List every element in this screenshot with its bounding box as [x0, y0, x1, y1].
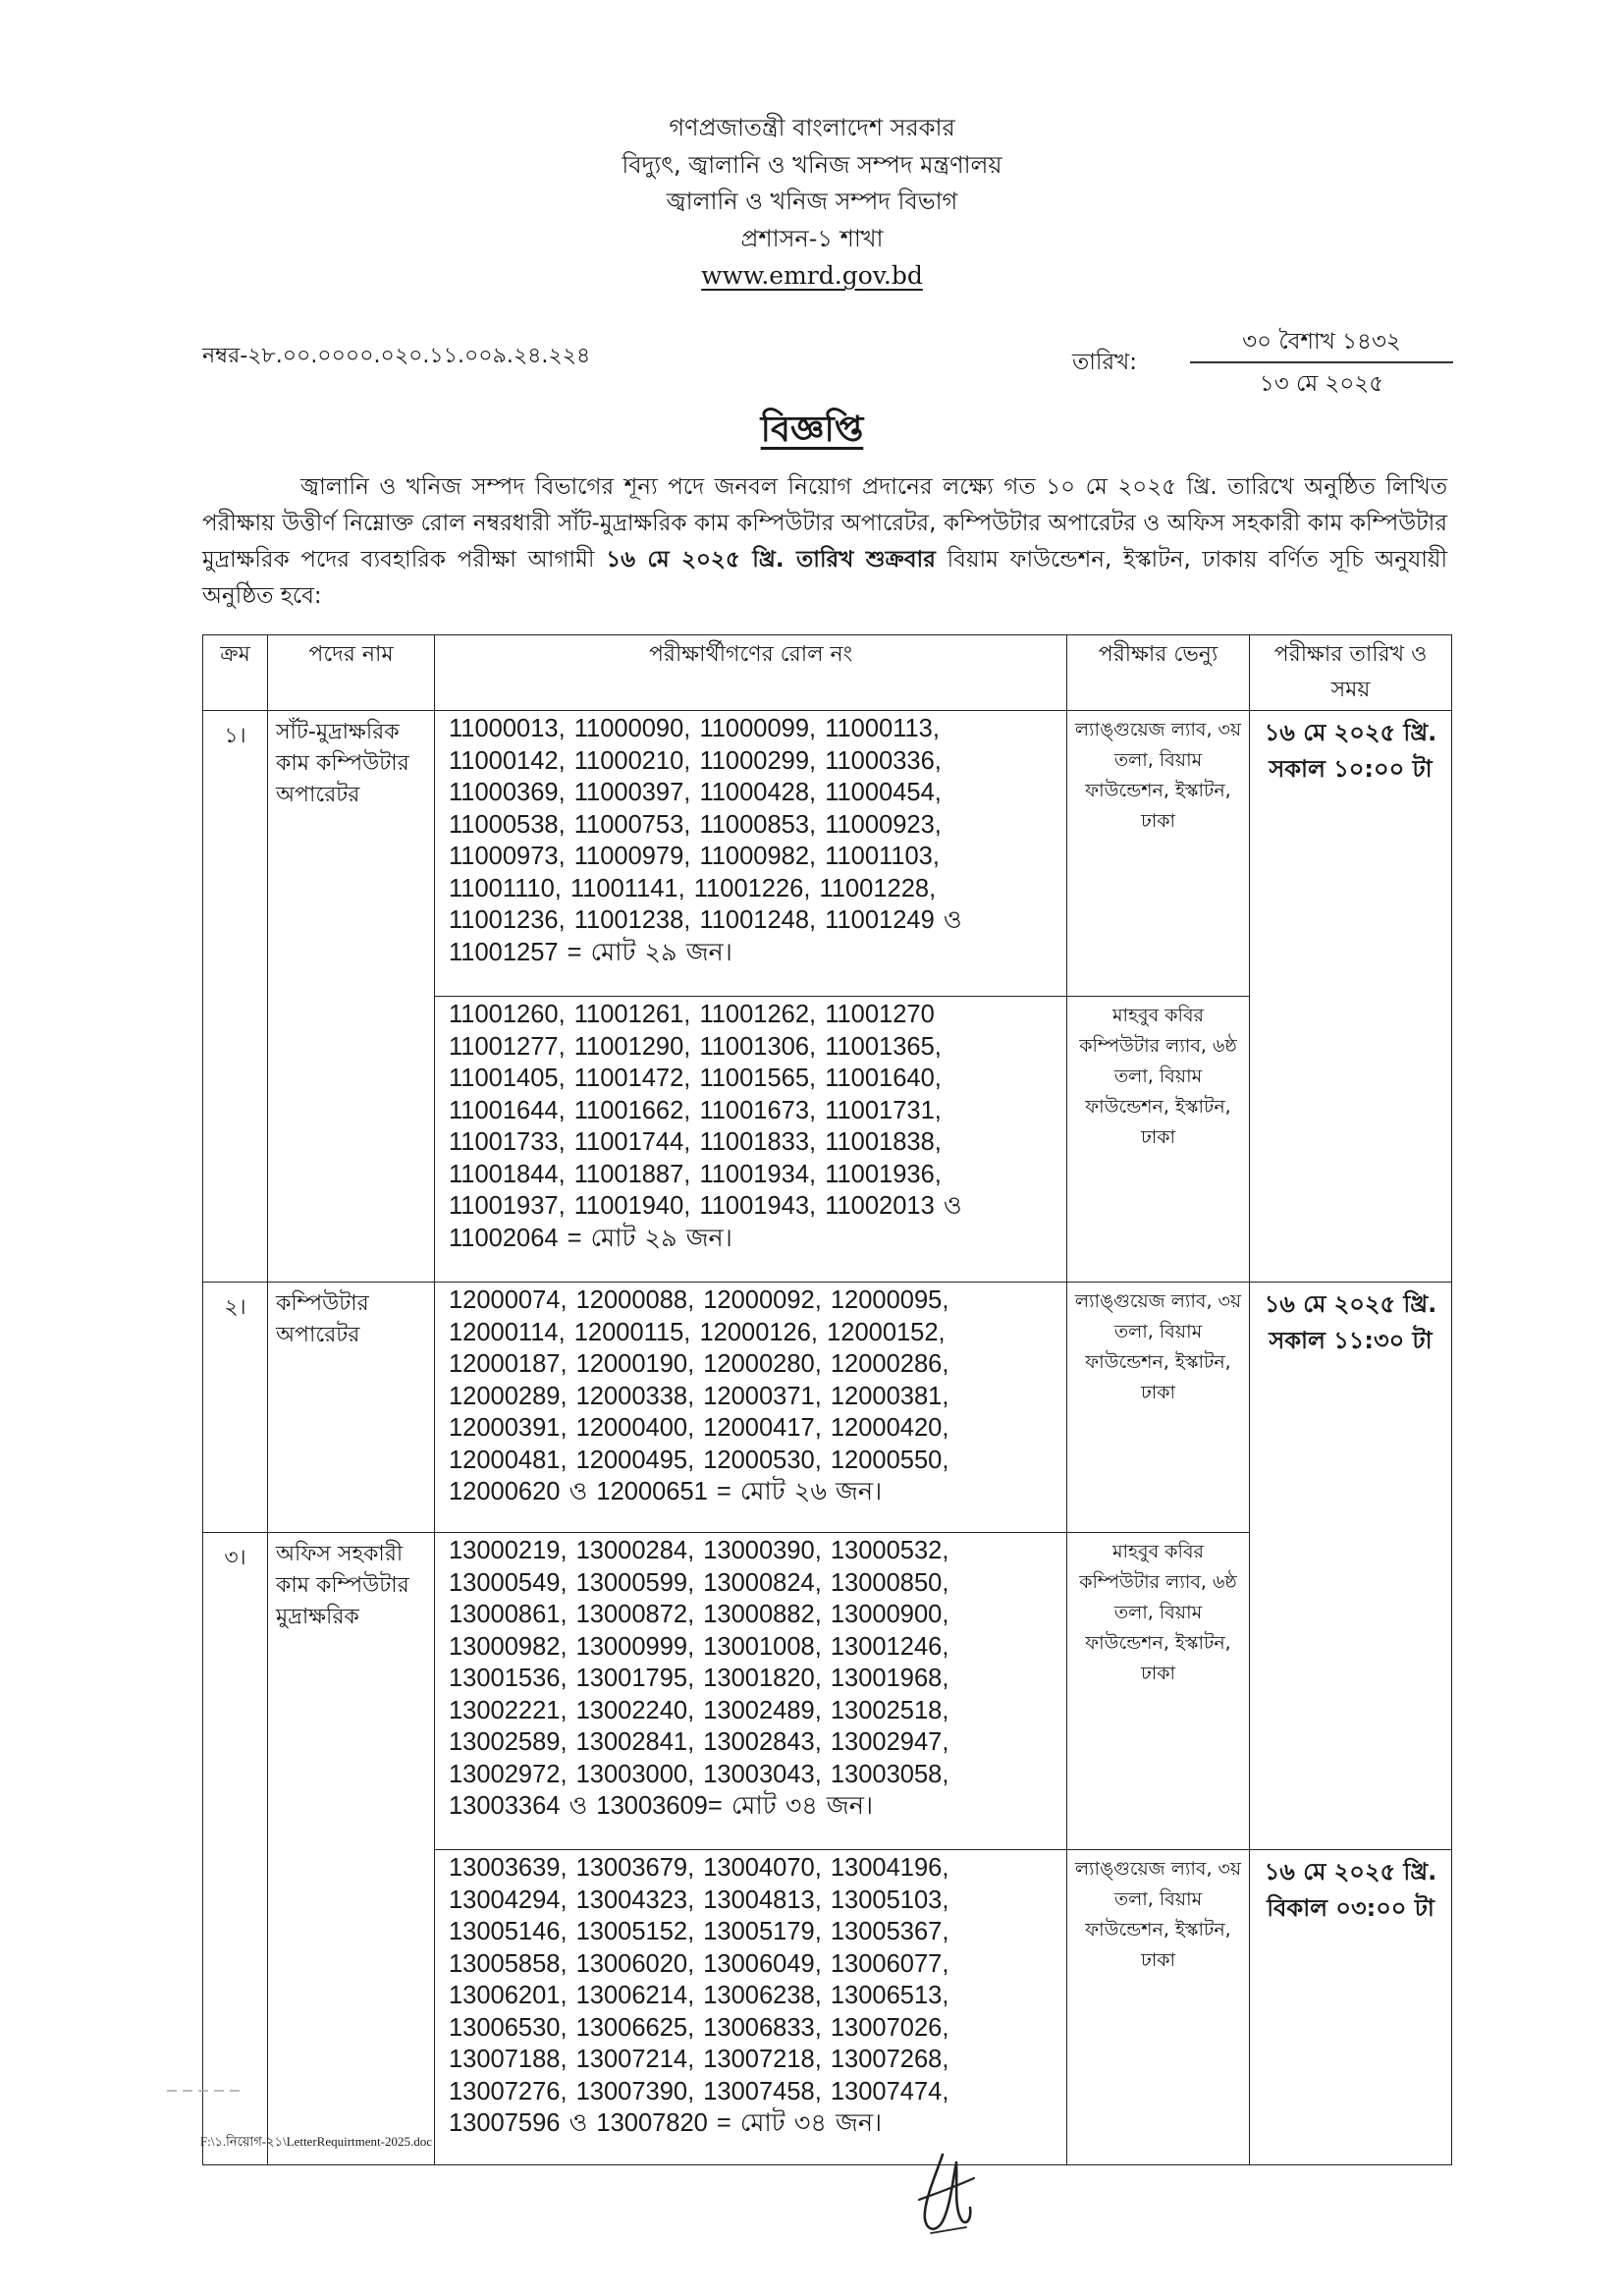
exam-venue: ল্যাঙ্গুয়েজ ল্যাব, ৩য় তলা, বিয়াম ফাউন্ডেশন, ইস্কাটন, ঢাকা: [1067, 1850, 1250, 2165]
roll-numbers: 11001260, 11001261, 11001262, 11001270 11001277, 11001290, 11001306, 11001365, 11001405, 11001472, 11001565, 11001640, 11001644, 11001662, 11001673, 11001731, 11001733, 11001744, 11001833, 11001838, 11001844, 11001887, 11001934, 11001936, 11001937, 11001940, 11001943, 11002013 ও 11002064 = মোট ২৯ জন।: [435, 997, 1067, 1283]
website-link[interactable]: www.emrd.gov.bd: [701, 261, 923, 290]
exam-time-slot: ১৬ মে ২০২৫ খ্রি. সকাল ১০:০০ টা: [1250, 711, 1452, 1283]
table-row: [203, 1283, 1452, 1533]
government-name: গণপ্রজাতন্ত্রী বাংলাদেশ সরকার: [669, 114, 955, 141]
exam-time-slot: ১৬ মে ২০২৫ খ্রি. বিকাল ০৩:০০ টা: [1250, 1850, 1452, 2165]
roll-numbers: 13003639, 13003679, 13004070, 13004196, 13004294, 13004323, 13004813, 13005103, 13005146, 13005152, 13005179, 13005367, 13005858, 13006020, 13006049, 13006077, 13006201, 13006214, 13006238, 13006513, 13006530, 13006625, 13006833, 13007026, 13007188, 13007214, 13007218, 13007268, 13007276, 13007390, 13007458, 13007474, 13007596 ও 13007820 = মোট ৩৪ জন।: [435, 1850, 1067, 2165]
roll-numbers: 13000219, 13000284, 13000390, 13000532, 13000549, 13000599, 13000824, 13000850, 13000861, 13000872, 13000882, 13000900, 13000982, 13000999, 13001008, 13001246, 13001536, 13001795, 13001820, 13001968, 13002221, 13002240, 13002489, 13002518, 13002589, 13002841, 13002843, 13002947, 13002972, 13003000, 13003043, 13003058, 13003364 ও 13003609= মোট ৩৪ জন।: [435, 1533, 1067, 1850]
exam-venue: ল্যাঙ্গুয়েজ ল্যাব, ৩য় তলা, বিয়াম ফাউন্ডেশন, ইস্কাটন, ঢাকা: [1067, 1283, 1250, 1533]
exam-schedule-table: [202, 634, 1452, 2165]
signature-icon: [913, 2149, 982, 2239]
post-name: সাঁট-মুদ্রাক্ষরিক কাম কম্পিউটার অপারেটর: [268, 711, 435, 1283]
exam-time-slot: ১৬ মে ২০২৫ খ্রি. সকাল ১১:৩০ টা: [1250, 1283, 1452, 1850]
notice-body-venue-text: বিয়াম ফাউন্ডেশন, ইস্কাটন, ঢাকায় বর্ণিত সূচি অনুযায়ী অনুষ্ঠিত হবে:: [202, 547, 1448, 609]
date-block: [1190, 326, 1453, 399]
notice-body: [202, 469, 1447, 615]
exam-date-highlight: ১৬ মে ২০২৫ খ্রি. তারিখ শুক্রবার: [606, 547, 936, 573]
branch-name: প্রশাসন-১ শাখা: [740, 224, 884, 252]
post-name: অফিস সহকারী কাম কম্পিউটার মুদ্রাক্ষরিক: [268, 1533, 435, 2165]
exam-venue: ল্যাঙ্গুয়েজ ল্যাব, ৩য় তলা, বিয়াম ফাউন্ডেশন, ইস্কাটন, ঢাকা: [1067, 711, 1250, 997]
exam-venue: মাহবুব কবির কম্পিউটার ল্যাব, ৬ষ্ঠ তলা, বিয়াম ফাউন্ডেশন, ইস্কাটন, ঢাকা: [1067, 997, 1250, 1283]
table-row: [203, 711, 1452, 997]
exam-venue: মাহবুব কবির কম্পিউটার ল্যাব, ৬ষ্ঠ তলা, বিয়াম ফাউন্ডেশন, ইস্কাটন, ঢাকা: [1067, 1533, 1250, 1850]
memo-number: নম্বর-২৮.০০.০০০০.০২০.১১.০০৯.২৪.২২৪: [202, 344, 591, 368]
notice-title: বিজ্ঞপ্তি: [760, 410, 864, 450]
header-venue: পরীক্ষার ভেন্যু: [1067, 635, 1250, 711]
date-english: ১৩ মে ২০২৫: [1259, 371, 1384, 397]
file-path-footer: F:\১.নিয়োগ-২১\LetterRequirtment-2025.doc: [200, 2134, 432, 2149]
header-rolls: পরীক্ষার্থীগণের রোল নং: [435, 635, 1067, 711]
letterhead: [0, 110, 1624, 295]
row-serial: ৩।: [203, 1533, 268, 2165]
row-serial: ২।: [203, 1283, 268, 1533]
date-label: তারিখ:: [1072, 350, 1138, 375]
header-serial: ক্রম: [203, 635, 268, 711]
date-bangla: ৩০ বৈশাখ ১৪৩২: [1190, 326, 1453, 363]
header-post: পদের নাম: [268, 635, 435, 711]
header-datetime: পরীক্ষার তারিখ ও সময়: [1250, 635, 1452, 711]
roll-numbers: 11000013, 11000090, 11000099, 11000113, 11000142, 11000210, 11000299, 11000336, 11000369, 11000397, 11000428, 11000454, 11000538, 11000753, 11000853, 11000923, 11000973, 11000979, 11000982, 11001103, 11001110, 11001141, 11001226, 11001228, 11001236, 11001238, 11001248, 11001249 ও 11001257 = মোট ২৯ জন।: [435, 711, 1067, 997]
division-name: জ্বালানি ও খনিজ সম্পদ বিভাগ: [666, 188, 958, 215]
scan-dash-mark: [167, 2087, 245, 2095]
row-serial: ১।: [203, 711, 268, 1283]
roll-numbers: 12000074, 12000088, 12000092, 12000095, 12000114, 12000115, 12000126, 12000152, 12000187, 12000190, 12000280, 12000286, 12000289, 12000338, 12000371, 12000381, 12000391, 12000400, 12000417, 12000420, 12000481, 12000495, 12000530, 12000550, 12000620 ও 12000651 = মোট ২৬ জন।: [435, 1283, 1067, 1533]
notice-body-text: জ্বালানি ও খনিজ সম্পদ বিভাগের শূন্য পদে জনবল নিয়োগ প্রদানের লক্ষ্যে গত ১০ মে ২০২৫ খ্রি. তারিখে অনুষ্ঠিত লিখিত পরীক্ষায় উত্তীর্ণ নিম্নোক্ত রোল নম্বরধারী সাঁট-মুদ্রাক্ষরিক কাম কম্পিউটার অপারেটর, কম্পিউটার অপারেটর ও অফিস সহকারী কাম কম্পিউটার মুদ্রাক্ষরিক পদের ব্যবহারিক পরীক্ষা আগামী: [202, 474, 1447, 573]
post-name: কম্পিউটার অপারেটর: [268, 1283, 435, 1533]
table-header-row: [203, 635, 1452, 711]
ministry-name: বিদ্যুৎ, জ্বালানি ও খনিজ সম্পদ মন্ত্রণালয়: [622, 150, 1002, 179]
